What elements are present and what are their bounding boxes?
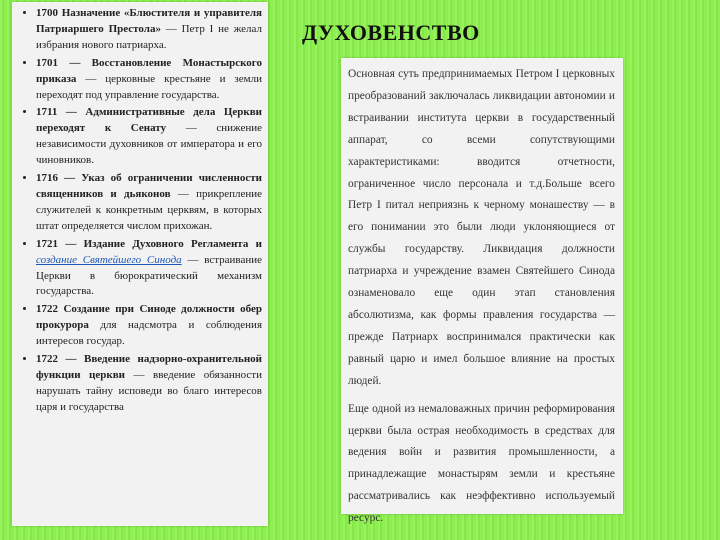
list-item-text: — церковные крестьяне и земли переходят под управление государства.: [36, 72, 263, 101]
list-item-year: 1721: [36, 237, 58, 250]
list-item-year: 1711: [36, 106, 58, 119]
list-item-title: — Издание Духовного Регламента и: [65, 237, 262, 250]
reform-timeline-list: [24, 6, 262, 416]
list-item-text: — Петр I не желал избрания нового патриарха.: [36, 22, 262, 51]
right-text-panel: [341, 58, 623, 525]
list-item-year: 1716: [36, 172, 58, 185]
list-item-title: — Административные дела Церкви переходят к Сенату: [36, 106, 262, 135]
list-item-title: Создание при Синоде должности обер прокурора: [36, 303, 263, 332]
list-item-year: 1722: [36, 353, 58, 366]
list-item-year: 1700: [36, 7, 58, 19]
list-item: [36, 237, 262, 301]
list-item-year: 1722: [36, 303, 58, 316]
list-item: [36, 105, 262, 169]
list-item-title: — Восстановление Монастырского приказа: [36, 56, 262, 85]
list-item-text: для надсмотра и соблюдения интересов государ.: [36, 319, 262, 348]
list-item: [36, 56, 262, 104]
list-item-text: — встраивание Церкви в бюрократический механизм государства.: [36, 253, 262, 298]
paragraph: Основная суть предпринимаемых Петром I церковных преобразований заключалась ликвидации автономии и встраивании института церкви в государственный аппарат, со всеми сопутствующими характеристиками: вводится отчетности, ограниченное число персонала и т.д.Больше всего Петр I питал неприязнь к черному монашеству — в его понимании это были люди уклоняющиеся от службы государству. Ликвидация должности патриарха и учреждение взамен Святейшего Синода ознаменовало еще один этап становления абсолютизма, как формы правления государства — прежде Патриарх воспринимался практически как равный царю и имел большое влияние на простых людей.: [348, 68, 615, 387]
list-item-text: — прикрепление служителей к конкретным церквям, в которых штат определяется числом прихожан.: [36, 187, 262, 232]
list-item: [36, 6, 262, 54]
list-item: [36, 171, 262, 235]
paragraph: Еще одной из немаловажных причин реформирования церкви была острая необходимость в средствах для ведения войн и развития промышленности, а принадлежащие монастырям земли и крестьяне рассматривались как неэффективно используемый ресурс.: [348, 402, 615, 525]
list-item-text: — снижение независимости духовников от императора и его чиновников.: [36, 122, 263, 167]
slide-title: ДУХОВЕНСТВО: [302, 20, 480, 45]
list-item-text: — введение обязанности нарушать тайну исповеди во благо интересов царя и государства: [36, 368, 262, 413]
list-item: [36, 352, 262, 416]
list-item-title: — Указ об ограничении численности священников и дьяконов: [36, 172, 263, 200]
list-item-title: — Введение надзорно-охранительной функции церкви: [36, 353, 262, 381]
left-text-panel: [12, 2, 268, 526]
synod-link[interactable]: создание Святейшего Синода: [36, 253, 182, 266]
list-item: [36, 302, 262, 350]
list-item-title: Назначение «Блюстителя и управителя Патриаршего Престола»: [36, 7, 263, 35]
list-item-year: 1701: [36, 56, 58, 69]
